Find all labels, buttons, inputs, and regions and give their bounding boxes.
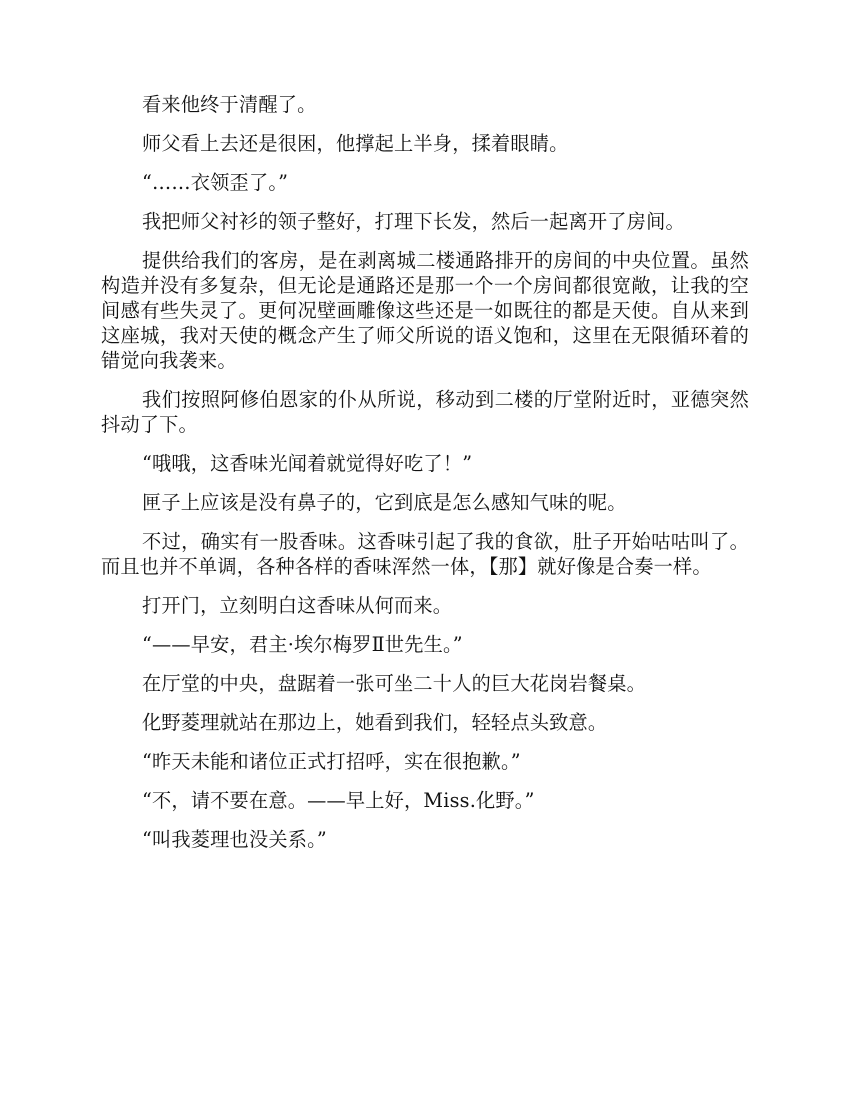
paragraph: 在厅堂的中央，盘踞着一张可坐二十人的巨大花岗岩餐桌。 — [142, 672, 647, 695]
document-body — [101, 92, 749, 866]
paragraph: “——早安，君主·埃尔梅罗Ⅱ世先生。” — [142, 633, 463, 656]
paragraph: 化野菱理就站在那边上，她看到我们，轻轻点头致意。 — [142, 711, 608, 734]
paragraph: “哦哦，这香味光闻着就觉得好吃了！” — [142, 452, 473, 475]
paragraph: “叫我菱理也没关系。” — [142, 828, 327, 851]
paragraph: 匣子上应该是没有鼻子的，它到底是怎么感知气味的呢。 — [142, 491, 627, 514]
paragraph: “不，请不要在意。——早上好，Miss.化野。” — [142, 789, 535, 812]
paragraph: 我们按照阿修伯恩家的仆从所说，移动到二楼的厅堂附近时，亚德突然抖动了下。 — [101, 388, 749, 436]
paragraph: 提供给我们的客房，是在剥离城二楼通路排开的房间的中央位置。虽然构造并没有多复杂，但无论是通路还是那一个一个房间都很宽敞，让我的空间感有些失灵了。更何况壁画雕像这些还是一如既往的都是天使。自从来到这座城，我对天使的概念产生了师父所说的语义饱和，这里在无限循环着的错觉向我袭来。 — [101, 249, 749, 372]
paragraph: 打开门，立刻明白这香味从何而来。 — [142, 594, 453, 617]
paragraph: 看来他终于清醒了。 — [142, 93, 317, 116]
paragraph: 师父看上去还是很困，他撑起上半身，揉着眼睛。 — [142, 132, 569, 155]
paragraph: “……衣领歪了。” — [142, 171, 289, 194]
paragraph: 不过，确实有一股香味。这香味引起了我的食欲，肚子开始咕咕叫了。而且也并不单调，各种各样的香味浑然一体，【那】就好像是合奏一样。 — [101, 530, 749, 578]
paragraph: 我把师父衬衫的领子整好，打理下长发，然后一起离开了房间。 — [142, 210, 685, 233]
paragraph: “昨天未能和诸位正式打招呼，实在很抱歉。” — [142, 750, 521, 773]
